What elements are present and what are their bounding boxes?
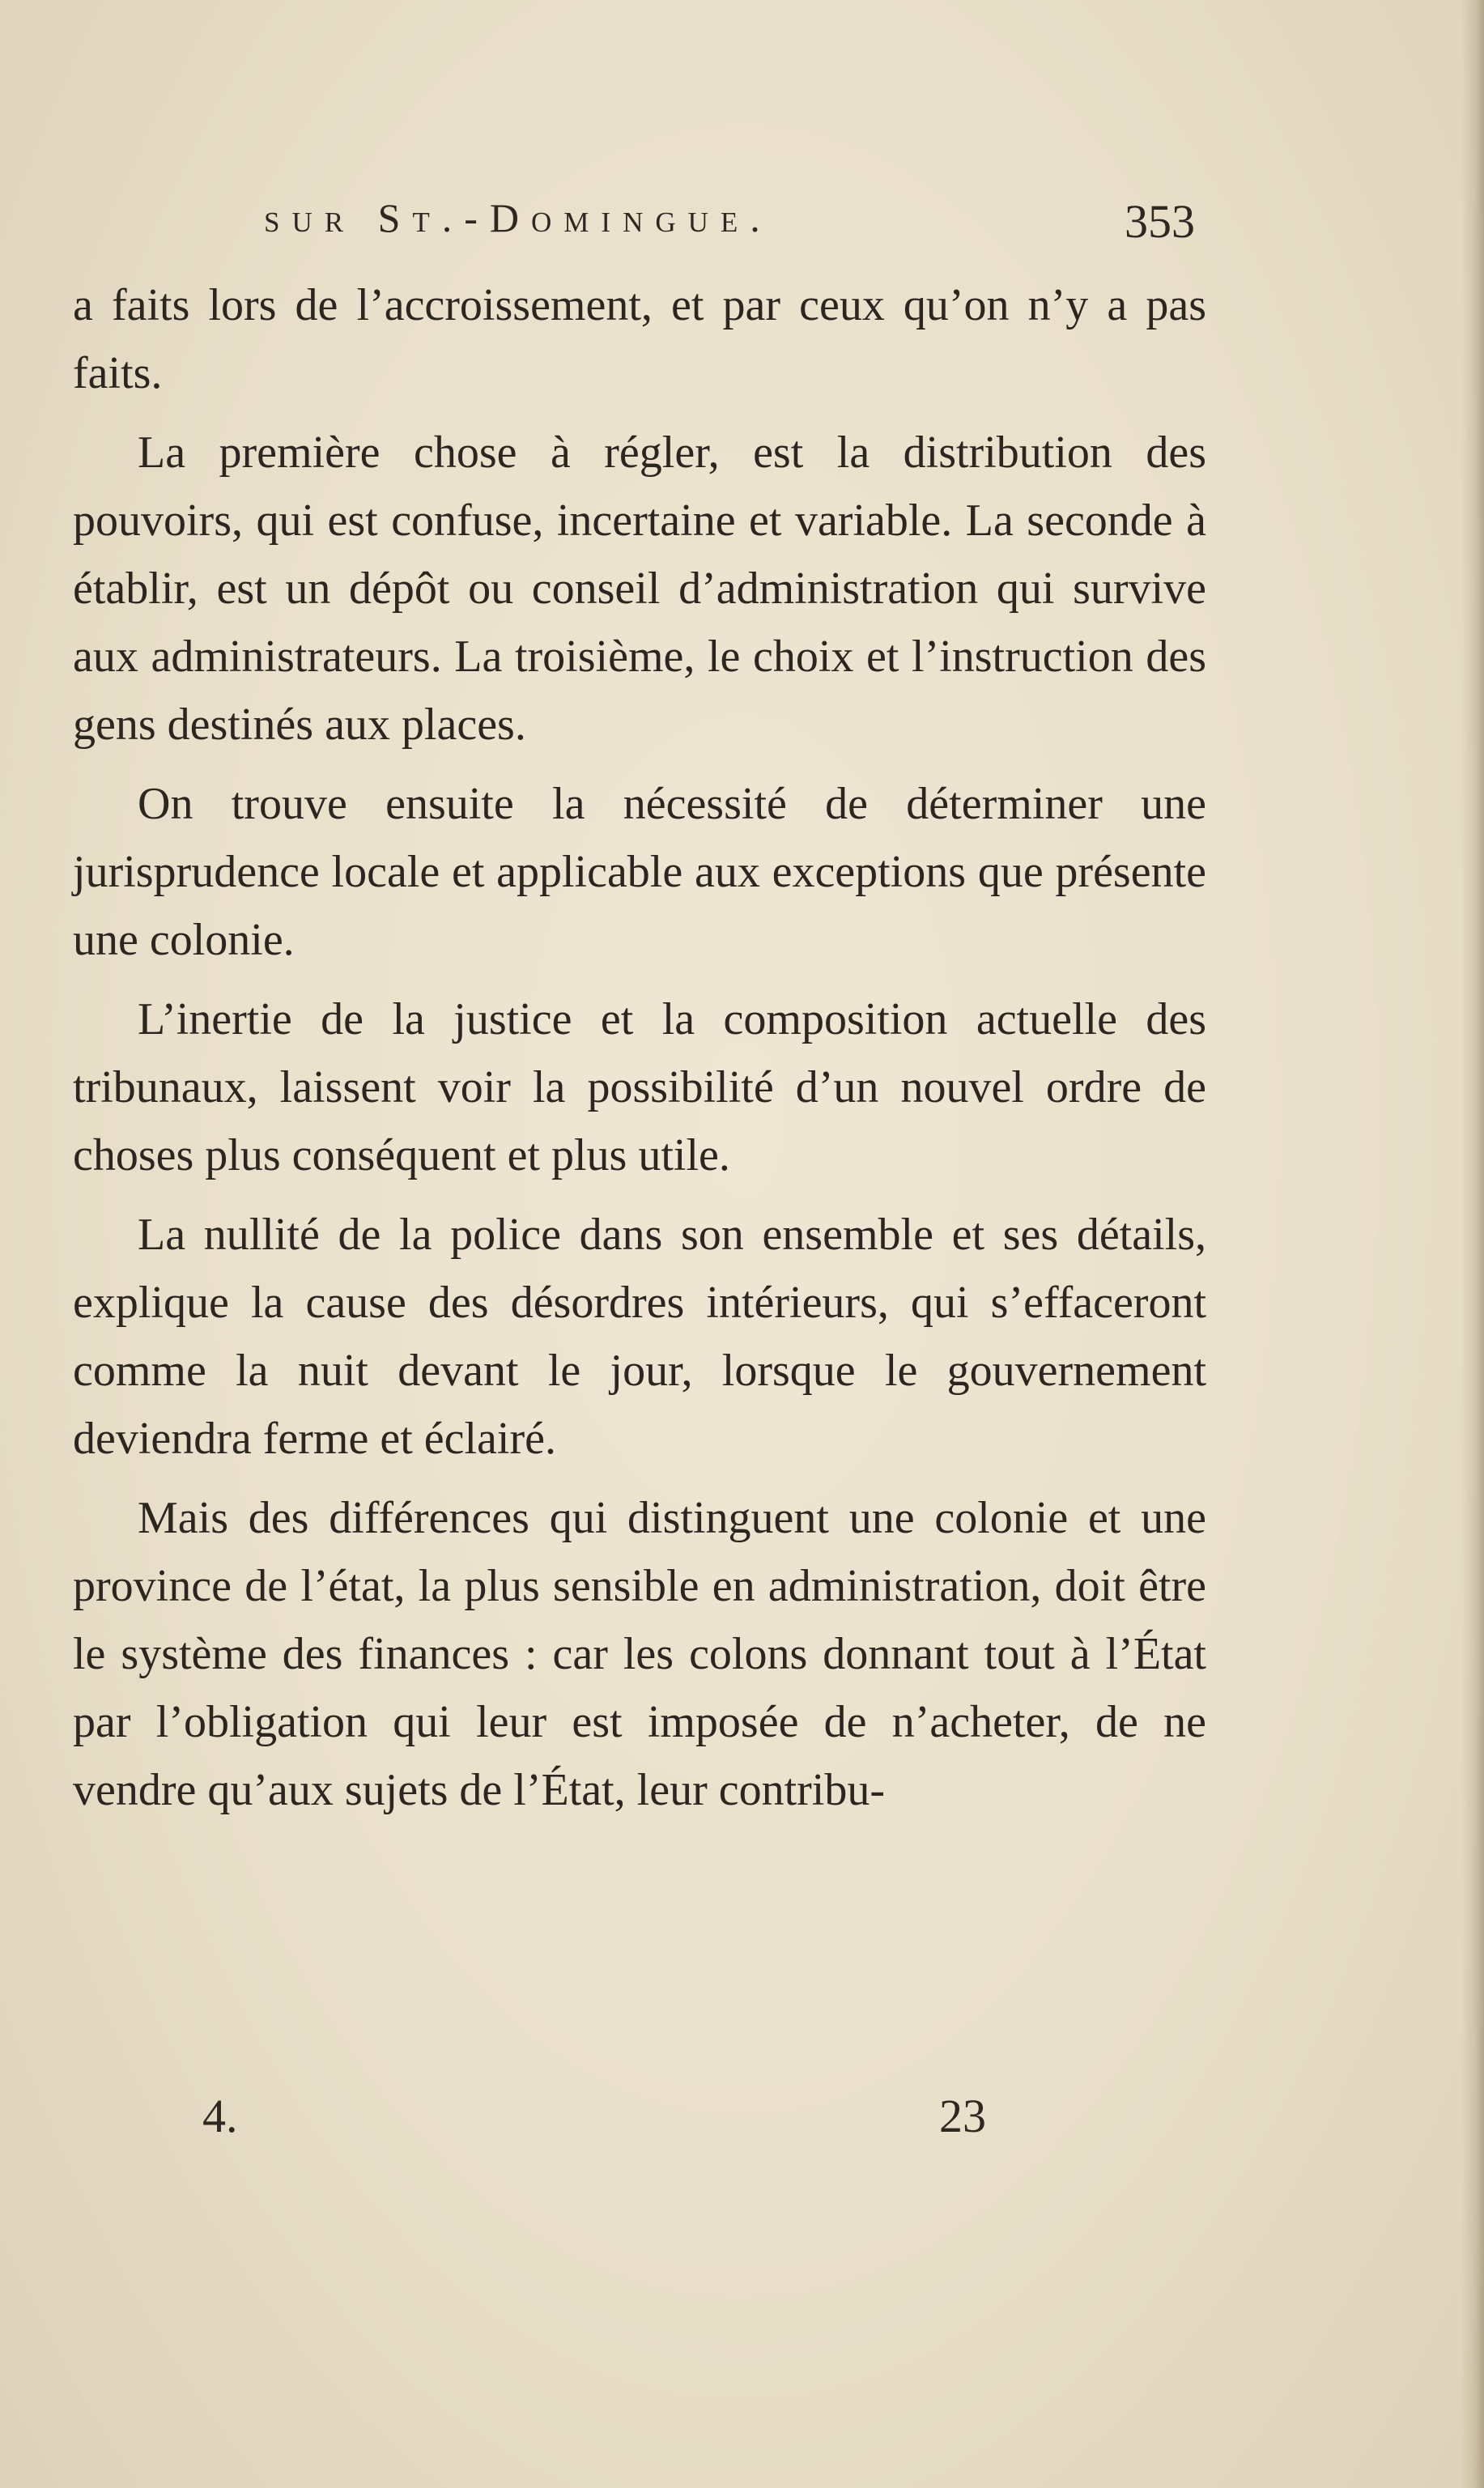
paragraph: La nullité de la police dans son ensemble et ses détails, explique la cause des désordres intérieurs, qui s’effaceront comme la nuit devant le jour, lorsque le gouvernement deviendra ferme et éclairé. [73, 1210, 1206, 1464]
page-footer [202, 2089, 1012, 2162]
signature-mark: 4. [202, 2090, 238, 2142]
page-number: 353 [1125, 195, 1195, 248]
paragraph: Mais des différences qui distinguent une colonie et une province de l’état, la plus sensible en administration, doit être le système des finances : car les colons donnant tout à l’État par l’obligation qui leur est imposée de n’acheter, de ne vendre qu’aux sujets de l’État, leur contribu- [73, 1493, 1206, 1815]
body-text [73, 271, 1206, 1835]
paragraph: La première chose à régler, est la distribution des pouvoirs, qui est confuse, incertaine et variable. La seconde à établir, est un dépôt ou conseil d’administration qui survive aux administrateurs. La troisième, le choix et l’instruction des gens destinés aux places. [73, 427, 1206, 750]
paragraph-continuation: a faits lors de l’accroissement, et par ceux qu’on n’y a pas faits. [73, 280, 1206, 398]
paragraph: On trouve ensuite la nécessité de déterminer une jurisprudence locale et applicable aux exceptions que présente une colonie. [73, 779, 1206, 965]
running-head: sur St.-Domingue. [264, 195, 772, 240]
page-header [264, 194, 1195, 259]
paragraph: L’inertie de la justice et la composition actuelle des tribunaux, laissent voir la possibilité d’un nouvel ordre de choses plus conséquent et plus utile. [73, 994, 1206, 1180]
gathering-number: 23 [939, 2090, 986, 2142]
page-edge-shadow [1461, 0, 1484, 2488]
